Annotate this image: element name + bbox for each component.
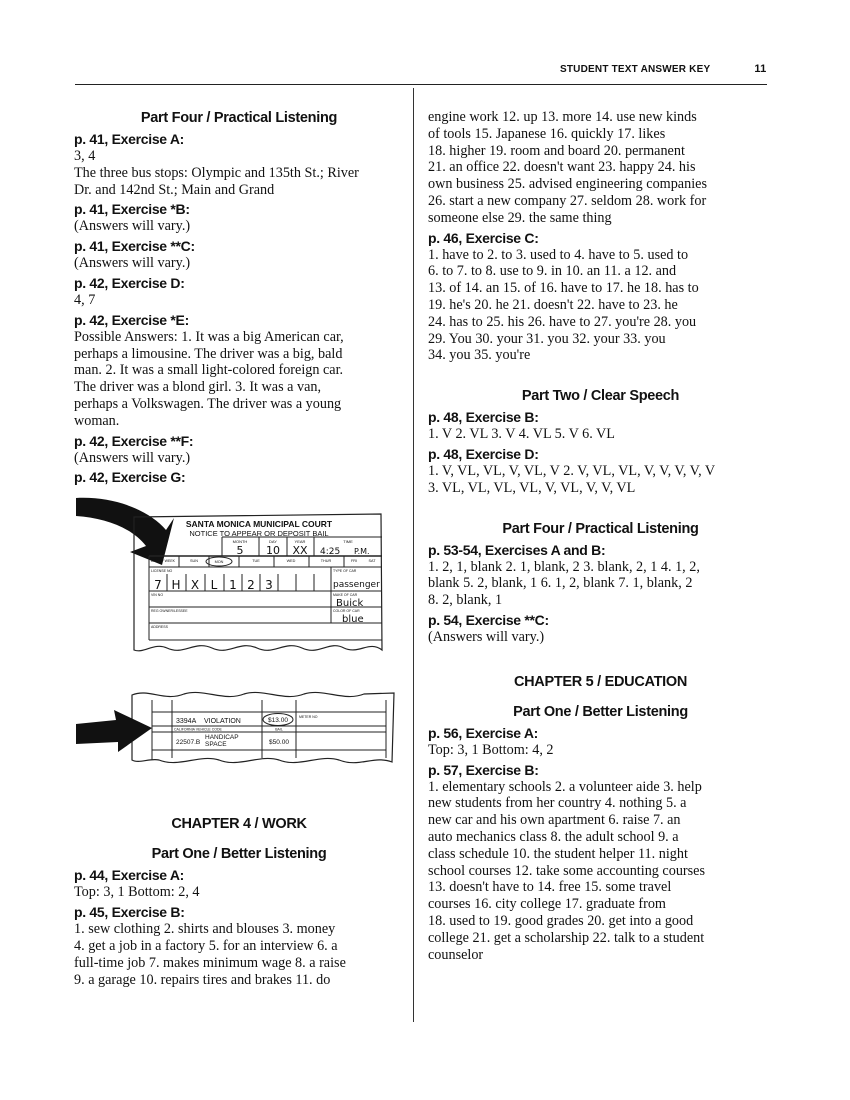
exercise-heading: p. 42, Exercise *E: [74, 311, 189, 328]
text-line: 6. to 7. to 8. use to 9. in 10. an 11. a 12. and [428, 263, 677, 280]
license-char: 2 [247, 578, 255, 593]
text-line: 18. used to 19. good grades 20. get into a good [428, 912, 694, 929]
text-line: 1. have to 2. to 3. used to 4. have to 5. used to [428, 246, 689, 263]
meter-label: METER NO [299, 715, 318, 720]
day-thur: THUR [320, 559, 332, 564]
address-label: ADDRESS [151, 625, 168, 630]
text-line: 24. has to 25. his 26. have to 27. you're 28. you [428, 313, 697, 330]
day-sun: SUN [189, 559, 199, 564]
text-line: woman. [74, 412, 120, 429]
time-value: 4:25 [320, 547, 341, 558]
arrow-icon [76, 710, 152, 752]
blocks [428, 409, 773, 496]
bail-label: BAIL [275, 727, 283, 732]
license-char: X [190, 578, 200, 593]
text-line: Dr. and 142nd St.; Main and Grand [74, 181, 275, 198]
text-line: (Answers will vary.) [74, 255, 191, 272]
header-title: STUDENT TEXT ANSWER KEY [560, 64, 711, 75]
license-char: 3 [265, 578, 273, 593]
day-value: 10 [266, 544, 280, 558]
exercise-block [74, 238, 404, 272]
license-char: H [171, 578, 181, 593]
text-line: new students from her country 4. nothing 5. a [428, 795, 687, 812]
text-line: 9. a garage 10. repairs tires and brakes 11. do [74, 971, 331, 988]
text-line: counselor [428, 946, 484, 963]
text-line: (Answers will vary.) [74, 449, 191, 466]
continued-text [428, 109, 773, 227]
text-line: The three bus stops: Olympic and 135th St.; River [74, 164, 359, 181]
exercise-block [74, 904, 404, 988]
text-line: (Answers will vary.) [428, 628, 545, 645]
blocks [428, 542, 773, 646]
text-line: (Answers will vary.) [74, 218, 191, 235]
month-value: 5 [236, 544, 244, 558]
exercise-block [74, 312, 404, 430]
section-heading: Part Four / Practical Listening [140, 110, 338, 126]
text-line: 3, 4 [74, 148, 96, 164]
text-line: someone else 29. the same thing [428, 209, 612, 226]
header-rule [75, 84, 767, 85]
license-char: 1 [229, 578, 237, 593]
text-line: 29. You 30. your 31. you 32. your 33. you [428, 330, 666, 347]
exercise-block [428, 612, 773, 646]
ticket-figure [74, 490, 404, 790]
text-line: Possible Answers: 1. It was a big American car, [74, 328, 344, 345]
exercise-heading: p. 48, Exercise D: [428, 445, 539, 462]
exercise-heading: p. 41, Exercise **C: [74, 238, 195, 255]
section-heading: Part Two / Clear Speech [521, 388, 680, 405]
running-header [560, 63, 766, 75]
text-line: 13. doesn't have to 14. free 15. some travel [428, 879, 672, 896]
day-tue: TUE [252, 559, 260, 564]
owner-label: REG OWNER/LESSEE [151, 609, 188, 614]
license-char: L [210, 578, 218, 593]
text-line: 34. you 35. you're [428, 347, 531, 364]
day-mon: MON [214, 560, 224, 565]
text-line: 8. 2, blank, 1 [428, 592, 503, 609]
text-line: 19. he's 20. he 21. doesn't 22. have to 23. he [428, 296, 678, 313]
type-label: TYPE OF CAR [333, 569, 357, 574]
text-line: blank 5. 2, blank, 1 6. 1, 2, blank 7. 1, blank, 2 [428, 575, 693, 592]
text-line: 26. start a new company 27. seldom 28. work for [428, 192, 707, 209]
exercise-heading: p. 54, Exercise **C: [428, 611, 549, 628]
text-line: The driver was a blond girl. 3. It was a van, [74, 379, 322, 396]
text-line: 3. VL, VL, VL, VL, V, VL, V, V, VL [428, 479, 636, 496]
exercise-block [428, 230, 773, 365]
bail-circled: $13.00 [268, 717, 288, 725]
day-sat: SAT [368, 559, 376, 564]
exercise-heading: p. 53-54, Exercises A and B: [428, 541, 606, 558]
exercise-heading: p. 56, Exercise A: [428, 724, 539, 741]
violation-desc: SPACE [205, 741, 227, 749]
text-line: 1. sew clothing 2. shirts and blouses 3. money [74, 921, 336, 938]
text-line: of tools 15. Japanese 16. quickly 17. likes [428, 125, 666, 142]
exercise-block [74, 469, 404, 486]
type-value: passenger [333, 580, 380, 591]
court-name: SANTA MONICA MUNICIPAL COURT [185, 519, 333, 530]
section-heading: Part Four / Practical Listening [502, 520, 699, 537]
violation-stub [132, 693, 394, 763]
license-char: 7 [154, 578, 162, 593]
text-line: 13. of 14. an 15. of 16. have to 17. he 18. has to [428, 280, 699, 297]
text-line: engine work 12. up 13. more 14. use new kinds [428, 109, 697, 125]
exercise-heading: p. 42, Exercise G: [74, 469, 186, 486]
exercise-heading: p. 46, Exercise C: [428, 229, 539, 246]
exercise-heading: p. 41, Exercise A: [74, 131, 185, 147]
notice-title: NOTICE TO APPEAR OR DEPOSIT BAIL [189, 529, 329, 539]
ticket-illustration [74, 490, 404, 780]
text-line: perhaps a Volkswagen. The driver was a young [74, 395, 342, 412]
text-line: 4. get a job in a factory 5. for an interview 6. a [74, 937, 338, 954]
text-line: 21. an office 22. doesn't want 23. happy 24. his [428, 159, 696, 176]
page-number: 11 [754, 63, 767, 75]
text-line: Top: 3, 1 Bottom: 4, 2 [428, 741, 554, 758]
text-line: own business 25. advised engineering companies [428, 176, 707, 193]
text-line: auto mechanics class 8. the adult school 9. a [428, 828, 679, 845]
exercise-heading: p. 44, Exercise A: [74, 867, 185, 884]
exercise-block [428, 446, 773, 497]
blocks [428, 230, 773, 365]
section-heading: Part One / Better Listening [151, 846, 327, 863]
text-line: 1. V, VL, VL, V, VL, V 2. V, VL, VL, V, V, V, V, V [428, 462, 716, 479]
exercise-block [74, 275, 404, 309]
text-line: 18. higher 19. room and board 20. permanent [428, 142, 685, 159]
text-line: college 21. get a scholarship 22. talk to a student [428, 929, 705, 946]
month-label: MONTH [232, 539, 248, 545]
blocks [428, 725, 773, 964]
violation-code: 22507.B [176, 739, 201, 747]
text-line: 1. elementary schools 2. a volunteer aide 3. help [428, 778, 702, 795]
exercise-block [74, 131, 404, 198]
time-label: TIME [343, 539, 353, 545]
text-line: perhaps a limousine. The driver was a big, bald [74, 345, 343, 362]
exercise-block [428, 762, 773, 964]
exercise-block [428, 542, 773, 609]
make-label: MAKE OF CAR [333, 593, 358, 598]
bail-amount: $50.00 [269, 739, 289, 747]
right-column [428, 109, 773, 963]
license-label: LICENSE NO [151, 569, 173, 574]
day-wed: WED [286, 559, 296, 564]
chapter-heading: CHAPTER 4 / WORK [171, 816, 307, 833]
exercise-block [428, 725, 773, 759]
exercise-heading: p. 57, Exercise B: [428, 761, 539, 778]
exercise-heading: p. 48, Exercise B: [428, 409, 539, 426]
violation-desc: HANDICAP [205, 734, 239, 742]
text-line: man. 2. It was a small light-colored foreign car. [74, 362, 344, 379]
column-divider [413, 88, 414, 1022]
day-fri: FRI [350, 559, 358, 564]
chapter-heading: CHAPTER 5 / EDUCATION [513, 673, 688, 690]
blocks [74, 867, 404, 988]
exercise-heading: p. 42, Exercise **F: [74, 432, 194, 449]
section-heading: Part One / Better Listening [513, 703, 688, 720]
year-label: YEAR [294, 539, 306, 545]
day-label: DAY [269, 539, 277, 545]
exercise-block [74, 201, 404, 235]
violation-code: 3394A [176, 718, 197, 726]
exercise-heading: p. 41, Exercise *B: [74, 201, 190, 218]
text-line: 1. 2, 1, blank 2. 1, blank, 2 3. blank, 2, 1 4. 1, 2, [428, 558, 700, 575]
exercise-block [74, 433, 404, 467]
year-value: XX [292, 544, 308, 558]
arrow-icon [76, 498, 174, 565]
text-line: courses 16. city college 17. graduate from [428, 896, 666, 913]
text-line: 4, 7 [74, 291, 96, 308]
make-value: Buick [336, 598, 364, 610]
violation-desc: VIOLATION [204, 718, 241, 726]
left-column [74, 108, 404, 988]
blocks [74, 131, 404, 486]
text-line: new car and his own apartment 6. raise 7. an [428, 812, 681, 829]
text-line: full-time job 7. makes minimum wage 8. a raise [74, 954, 346, 971]
text-line: class schedule 10. the student helper 11. night [428, 845, 688, 862]
exercise-heading: p. 45, Exercise B: [74, 904, 185, 921]
vin-label: VIN NO [151, 593, 164, 598]
exercise-block [74, 867, 404, 901]
text-line: Top: 3, 1 Bottom: 2, 4 [74, 884, 200, 901]
color-value: blue [342, 614, 364, 626]
exercise-block [428, 409, 773, 443]
day-of-week-label: DAY OF WEEK [151, 559, 175, 564]
code-label: CALIFORNIA VEHICLE CODE [174, 727, 222, 732]
ampm-value: P.M. [354, 547, 370, 557]
text-line: school courses 12. take some accounting courses [428, 862, 705, 879]
color-label: COLOR OF CAR [333, 609, 360, 614]
text-line: 1. V 2. VL 3. V 4. VL 5. V 6. VL [428, 426, 615, 443]
exercise-heading: p. 42, Exercise D: [74, 274, 185, 291]
